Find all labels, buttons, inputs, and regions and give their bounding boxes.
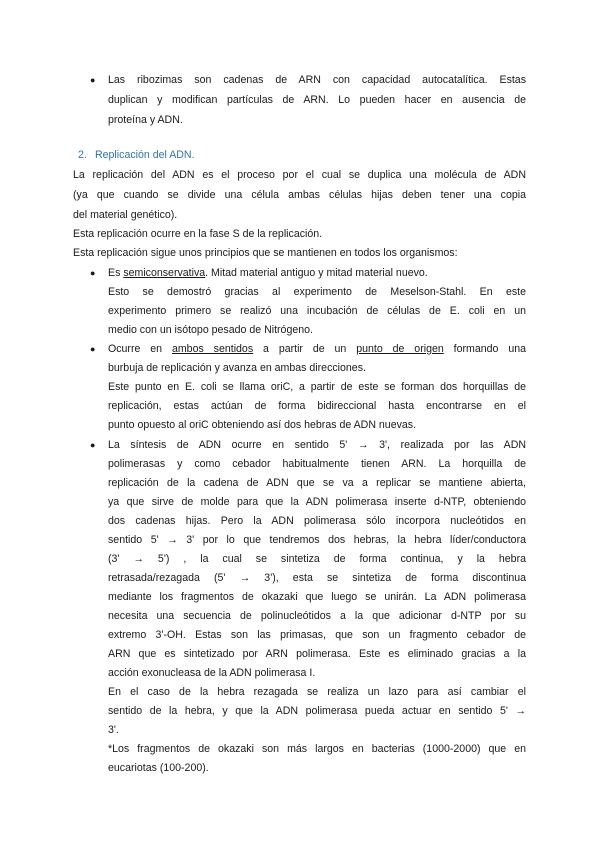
bullet-3-line: sentido 5' → 3' por lo que tendremos dos hebras, la hebra líder/conductora: [108, 534, 526, 546]
bullet-3-line: replicación de la cadena de ADN que se va a replicar se mantiene abierta,: [108, 477, 526, 489]
intro-bullet-line-1: Las ribozimas son cadenas de ARN con capacidad autocatalítica. Estas: [108, 74, 526, 86]
bullet-3-line: ya que sirve de molde para que la ADN polimerasa inserte d-NTP, obteniendo: [108, 496, 526, 508]
bullet-marker: ●: [90, 344, 96, 354]
paragraph-1-line-3: del material genético).: [73, 209, 178, 221]
bullet-3-line: polimerasas y como cebador habitualmente tienen ARN. La horquilla de: [108, 458, 526, 470]
bullet-3-line: dos cadenas hijas. Pero la ADN polimerasa sólo incorpora nucleótidos en: [108, 515, 526, 527]
bullet-2-part-2: a partir de un: [253, 343, 357, 355]
bullet-2-line-2: burbuja de replicación y avanza en ambas direcciones.: [108, 362, 366, 374]
bullet-1-line-3: experimento primero se realizó una incubación de células de E. coli en un: [108, 305, 526, 317]
paragraph-1-line-1: La replicación del ADN es el proceso por el cual se duplica una molécula de ADN: [73, 169, 526, 181]
bullet-2-line-4: replicación, estas actúan de forma bidireccional hasta encontrarse en el: [108, 400, 526, 412]
bullet-marker: ●: [90, 440, 96, 450]
section-title: Replicación del ADN.: [95, 149, 195, 161]
bullet-3-line: sentido de la hebra, y que la ADN polimerasa pueda actuar en sentido 5' →: [108, 705, 526, 717]
paragraph-2: Esta replicación ocurre en la fase S de la replicación.: [73, 228, 323, 240]
bullet-1-prefix: Es: [108, 267, 124, 279]
punto-de-origen-term: punto de origen: [356, 343, 444, 355]
bullet-2-line-1: [108, 340, 526, 359]
bullet-1-suffix: . Mitad material antiguo y mitad material nuevo.: [205, 267, 428, 279]
bullet-3-line: La síntesis de ADN ocurre en sentido 5' → 3', realizada por las ADN: [108, 439, 526, 451]
bullet-1-line-1: [108, 264, 428, 283]
bullet-3-line: retrasada/rezagada (5' → 3'), esta se sintetiza de forma discontinua: [108, 572, 526, 584]
bullet-2-part-1: Ocurre en: [108, 343, 172, 355]
bullet-1-line-2: Esto se demostró gracias al experimento de Meselson-Stahl. En este: [108, 286, 526, 298]
bullet-3-line: En el caso de la hebra rezagada se realiza un lazo para así cambiar el: [108, 686, 526, 698]
bullet-3-line: acción exonucleasa de la ADN polimerasa I.: [108, 667, 316, 679]
section-number: 2.: [78, 149, 87, 161]
bullet-2-part-3: formando una: [443, 343, 526, 355]
bullet-3-line: extremo 3'-OH. Estas son las primasas, que son un fragmento cebador de: [108, 629, 526, 641]
bullet-3-line: necesita una secuencia de polinucleótidos a la que adicionar d-NTP por su: [108, 610, 526, 622]
paragraph-3: Esta replicación sigue unos principios que se mantienen en todos los organismos:: [73, 247, 458, 259]
bullet-3-line: mediante los fragmentos de okazaki que luego se unirán. La ADN polimerasa: [108, 591, 526, 603]
bullet-3-line: 3'.: [108, 724, 119, 736]
intro-bullet-line-2: duplican y modifican partículas de ARN. Lo pueden hacer en ausencia de: [108, 94, 526, 106]
bullet-1-line-4: medio con un isótopo pesado de Nitrógeno.: [108, 324, 313, 336]
bullet-3-line: ARN que es sintetizado por ARN polimerasa. Este es eliminado gracias a la: [108, 648, 526, 660]
bullet-3-line: (3' → 5') , la cual se sintetiza de forma continua, y la hebra: [108, 553, 526, 565]
bullet-2-line-3: Este punto en E. coli se llama oriC, a partir de este se forman dos horquillas de: [108, 381, 526, 393]
paragraph-1-line-2: (ya que cuando se divide una célula ambas células hijas deben tener una copia: [73, 189, 526, 201]
bullet-marker: ●: [90, 268, 96, 278]
bullet-2-line-5: punto opuesto al oriC obteniendo así dos hebras de ADN nuevas.: [108, 419, 417, 431]
bullet-3-line: *Los fragmentos de okazaki son más largos en bacterias (1000-2000) que en: [108, 743, 526, 755]
bullet-3-line: eucariotas (100-200).: [108, 762, 209, 774]
semiconservativa-term: semiconservativa: [123, 267, 206, 279]
intro-bullet-line-3: proteína y ADN.: [108, 114, 183, 126]
bullet-marker: ●: [90, 75, 96, 85]
ambos-sentidos-term: ambos sentidos: [171, 343, 254, 355]
